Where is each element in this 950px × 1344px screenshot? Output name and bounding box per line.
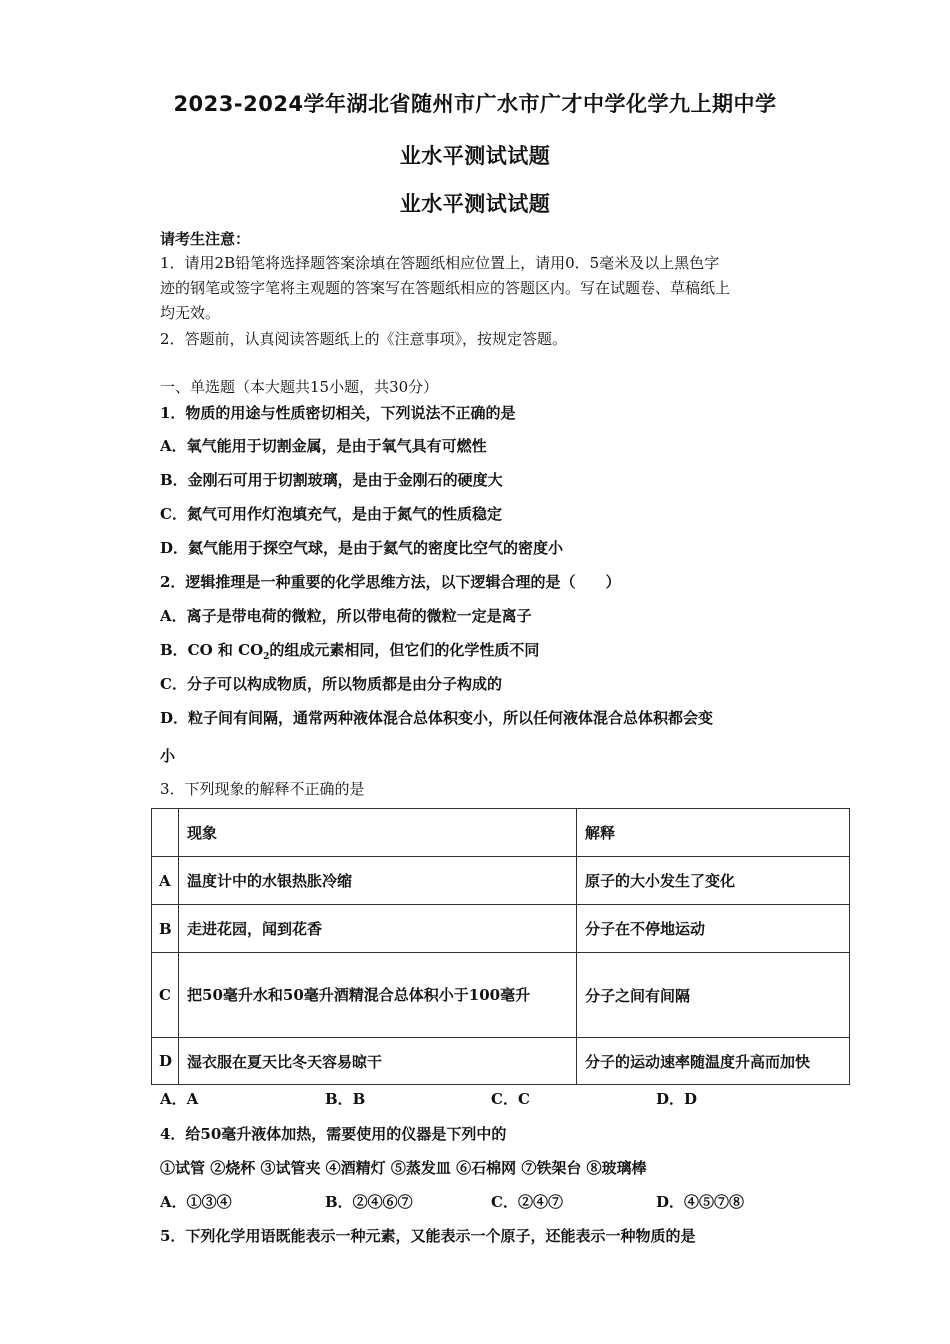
question-2-option-d-line-1: D．粒子间有间隔，通常两种液体混合总体积变小，所以任何液体混合总体积都会变: [160, 709, 714, 727]
table-header-phenomenon: 现象: [179, 809, 577, 857]
question-1-option-a: A．氧气能用于切割金属，是由于氧气具有可燃性: [160, 437, 487, 455]
question-2-option-a: A．离子是带电荷的微粒，所以带电荷的微粒一定是离子: [160, 607, 532, 625]
row-phenomenon: 走进花园，闻到花香: [179, 905, 577, 953]
question-1-option-d: D．氦气能用于探空气球，是由于氦气的密度比空气的密度小: [160, 539, 564, 557]
question-2-option-b-subscript: 2: [263, 652, 270, 662]
question-1-option-b: B．金刚石可用于切割玻璃，是由于金刚石的硬度大: [160, 471, 503, 489]
row-key: D: [152, 1038, 179, 1085]
question-1-stem: 1．物质的用途与性质密切相关，下列说法不正确的是: [160, 404, 516, 422]
exam-title-line-1: 2023-2024学年湖北省随州市广水市广才中学化学九上期中学: [173, 92, 777, 116]
question-2-option-b: [160, 639, 539, 662]
question-3-option-d: D．D: [656, 1090, 698, 1108]
question-2-option-b-prefix: B．CO 和 CO: [160, 641, 264, 659]
notice-item-2: 2．答题前，认真阅读答题纸上的《注意事项》，按规定答题。: [160, 330, 568, 348]
row-phenomenon: 湿衣服在夏天比冬天容易晾干: [179, 1038, 577, 1085]
question-2-option-d-line-2: 小: [160, 747, 176, 765]
row-explanation: 原子的大小发生了变化: [577, 857, 850, 905]
row-explanation: 分子的运动速率随温度升高而加快: [577, 1038, 850, 1085]
question-5-stem: 5．下列化学用语既能表示一种元素，又能表示一个原子，还能表示一种物质的是: [160, 1227, 696, 1245]
exam-title-line-3: 业水平测试试题: [399, 192, 551, 216]
row-phenomenon: 把50毫升水和50毫升酒精混合总体积小于100毫升: [179, 953, 577, 1038]
question-3-option-c: C．C: [491, 1090, 530, 1108]
question-1-option-c: C．氮气可用作灯泡填充气，是由于氮气的性质稳定: [160, 505, 502, 523]
row-explanation: 分子之间有间隔: [577, 953, 850, 1038]
row-phenomenon: 温度计中的水银热胀冷缩: [179, 857, 577, 905]
notice-heading: 请考生注意：: [160, 230, 251, 248]
question-4-option-d: D．④⑤⑦⑧: [656, 1193, 745, 1211]
question-4-option-c: C．②④⑦: [491, 1193, 563, 1211]
notice-item-1-line-1: 1．请用2B铅笔将选择题答案涂填在答题纸相应位置上，请用0．5毫米及以上黑色字: [160, 254, 720, 272]
notice-item-1-line-3: 均无效。: [160, 304, 221, 322]
question-4-option-b: B．②④⑥⑦: [325, 1193, 413, 1211]
row-key: C: [152, 953, 179, 1038]
table-row: [152, 1038, 850, 1085]
row-key: A: [152, 857, 179, 905]
table-header-explanation: 解释: [577, 809, 850, 857]
question-3-option-a: A．A: [160, 1090, 199, 1108]
table-header-key: [152, 809, 179, 857]
exam-title-line-2: 业水平测试试题: [399, 144, 551, 168]
question-4-items: ①试管 ②烧杯 ③试管夹 ④酒精灯 ⑤蒸发皿 ⑥石棉网 ⑦铁架台 ⑧玻璃棒: [160, 1159, 647, 1177]
row-key: B: [152, 905, 179, 953]
table-header-row: [152, 809, 850, 857]
table-row: [152, 953, 850, 1038]
question-2-stem: 2．逻辑推理是一种重要的化学思维方法，以下逻辑合理的是（ ）: [160, 573, 621, 591]
question-2-option-c: C．分子可以构成物质，所以物质都是由分子构成的: [160, 675, 502, 693]
question-4-option-a: A．①③④: [160, 1193, 232, 1211]
table-row: [152, 857, 850, 905]
row-explanation: 分子在不停地运动: [577, 905, 850, 953]
question-3-table: [151, 808, 850, 1085]
question-4-stem: 4．给50毫升液体加热，需要使用的仪器是下列中的: [160, 1125, 507, 1143]
question-2-option-b-text: 的组成元素相同，但它们的化学性质不同: [269, 641, 540, 659]
question-3-option-b: B．B: [325, 1090, 366, 1108]
notice-item-1-line-2: 迹的钢笔或签字笔将主观题的答案写在答题纸相应的答题区内。写在试题卷、草稿纸上: [160, 279, 731, 297]
section-1-heading: 一、单选题（本大题共15小题，共30分）: [160, 378, 439, 396]
table-row: [152, 905, 850, 953]
question-3-stem: 3．下列现象的解释不正确的是: [160, 780, 365, 798]
